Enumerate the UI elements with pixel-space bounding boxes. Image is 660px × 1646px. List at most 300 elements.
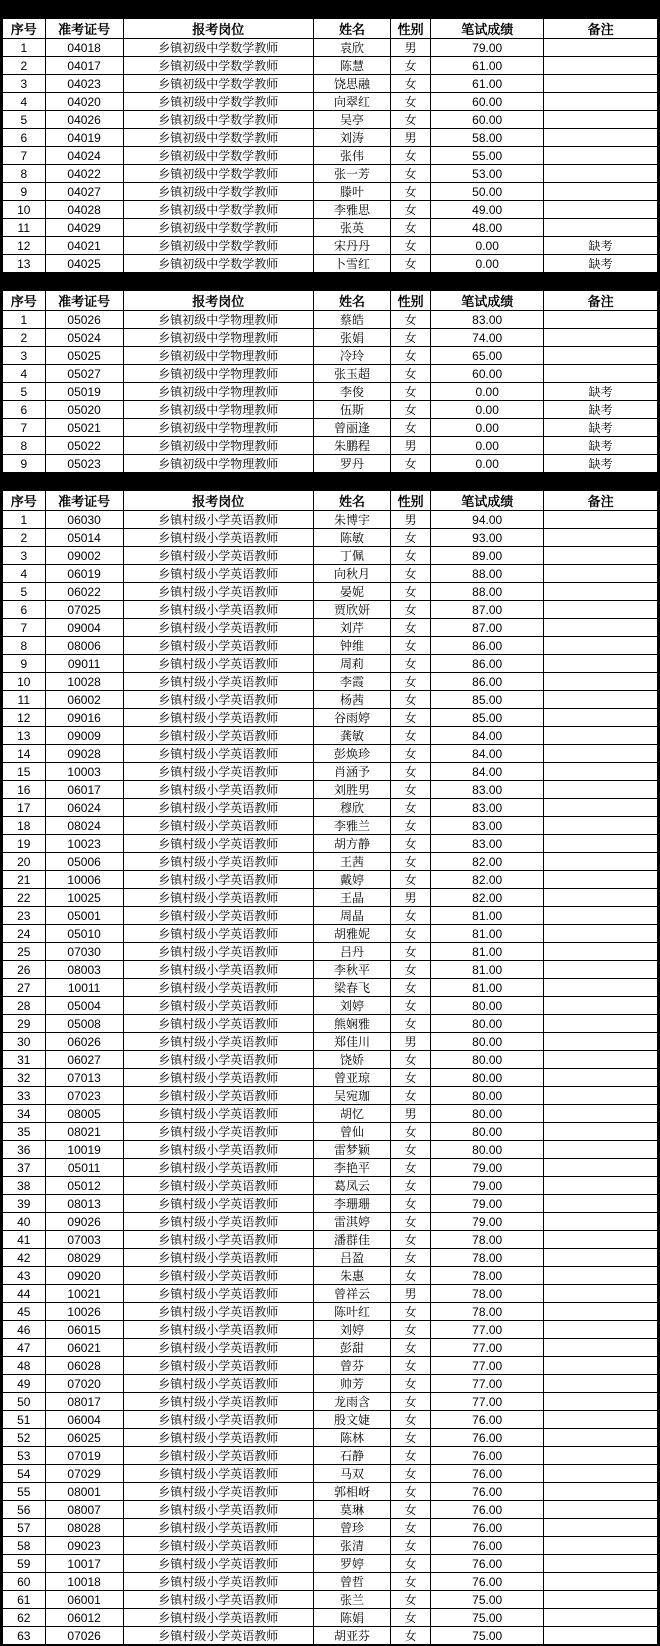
cell-position: 乡镇村级小学英语教师: [123, 655, 313, 673]
cell-score: 80.00: [431, 1033, 544, 1051]
cell-index: 3: [2, 75, 45, 93]
cell-name: 胡亚芬: [313, 1627, 390, 1646]
cell-score: 61.00: [431, 57, 544, 75]
cell-gender: 女: [391, 1123, 431, 1141]
cell-remark: [544, 1447, 658, 1465]
cell-name: 陈敏: [313, 529, 390, 547]
cell-remark: [544, 781, 658, 799]
cell-position: 乡镇村级小学英语教师: [123, 1195, 313, 1213]
cell-remark: [544, 709, 658, 727]
cell-name: 周莉: [313, 655, 390, 673]
cell-admission-no: 08001: [45, 1483, 123, 1501]
cell-score: 93.00: [431, 529, 544, 547]
cell-name: 朱惠: [313, 1267, 390, 1285]
cell-remark: [544, 329, 658, 347]
cell-gender: 女: [391, 365, 431, 383]
cell-name: 胡雅妮: [313, 925, 390, 943]
cell-gender: 男: [391, 889, 431, 907]
cell-score: 76.00: [431, 1555, 544, 1573]
cell-index: 34: [2, 1105, 45, 1123]
cell-name: 袁欣: [313, 39, 390, 57]
cell-gender: 女: [391, 1573, 431, 1591]
cell-gender: 女: [391, 961, 431, 979]
cell-admission-no: 08003: [45, 961, 123, 979]
cell-remark: [544, 1159, 658, 1177]
cell-score: 0.00: [431, 237, 544, 255]
table-row: [2, 943, 658, 961]
cell-name: 郭相岈: [313, 1483, 390, 1501]
cell-remark: [544, 93, 658, 111]
cell-name: 李秋平: [313, 961, 390, 979]
cell-position: 乡镇村级小学英语教师: [123, 1015, 313, 1033]
cell-index: 36: [2, 1141, 45, 1159]
section-divider-bar: [0, 274, 660, 289]
cell-gender: 女: [391, 871, 431, 889]
table-row: [2, 1555, 658, 1573]
cell-index: 20: [2, 853, 45, 871]
cell-admission-no: 06001: [45, 1591, 123, 1609]
cell-score: 0.00: [431, 383, 544, 401]
cell-index: 9: [2, 183, 45, 201]
section-divider-bar: [0, 474, 660, 489]
table-row: [2, 201, 658, 219]
cell-name: 周晶: [313, 907, 390, 925]
cell-position: 乡镇村级小学英语教师: [123, 1285, 313, 1303]
cell-name: 殷文婕: [313, 1411, 390, 1429]
cell-remark: [544, 111, 658, 129]
cell-index: 33: [2, 1087, 45, 1105]
cell-gender: 女: [391, 401, 431, 419]
table-row: [2, 1537, 658, 1555]
cell-gender: 女: [391, 1627, 431, 1646]
cell-remark: [544, 1627, 658, 1646]
cell-gender: 女: [391, 1213, 431, 1231]
cell-gender: 女: [391, 1339, 431, 1357]
cell-index: 58: [2, 1537, 45, 1555]
cell-index: 1: [2, 39, 45, 57]
table-row: [2, 709, 658, 727]
header-remark: 备注: [544, 290, 658, 311]
cell-name: 潘群佳: [313, 1231, 390, 1249]
cell-name: 贾欣妍: [313, 601, 390, 619]
cell-position: 乡镇村级小学英语教师: [123, 871, 313, 889]
cell-admission-no: 08021: [45, 1123, 123, 1141]
cell-remark: [544, 1483, 658, 1501]
cell-index: 8: [2, 637, 45, 655]
cell-position: 乡镇村级小学英语教师: [123, 763, 313, 781]
cell-gender: 女: [391, 1195, 431, 1213]
cell-gender: 男: [391, 129, 431, 147]
cell-name: 张清: [313, 1537, 390, 1555]
cell-admission-no: 08029: [45, 1249, 123, 1267]
table-row: [2, 1105, 658, 1123]
cell-gender: 女: [391, 347, 431, 365]
cell-remark: [544, 347, 658, 365]
cell-admission-no: 05008: [45, 1015, 123, 1033]
cell-admission-no: 10006: [45, 871, 123, 889]
cell-position: 乡镇初级中学物理教师: [123, 401, 313, 419]
table-row: [2, 871, 658, 889]
cell-name: 莫琳: [313, 1501, 390, 1519]
cell-admission-no: 10003: [45, 763, 123, 781]
cell-position: 乡镇村级小学英语教师: [123, 1069, 313, 1087]
cell-score: 0.00: [431, 455, 544, 474]
cell-remark: [544, 1321, 658, 1339]
cell-name: 彭焕珍: [313, 745, 390, 763]
cell-admission-no: 10028: [45, 673, 123, 691]
table-row: [2, 1249, 658, 1267]
cell-remark: [544, 1303, 658, 1321]
cell-remark: [544, 1087, 658, 1105]
cell-admission-no: 04029: [45, 219, 123, 237]
cell-gender: 女: [391, 311, 431, 329]
cell-remark: [544, 673, 658, 691]
cell-name: 卜雪红: [313, 255, 390, 274]
cell-admission-no: 05026: [45, 311, 123, 329]
table-row: [2, 691, 658, 709]
table-row: [2, 745, 658, 763]
cell-gender: 女: [391, 1321, 431, 1339]
cell-remark: [544, 183, 658, 201]
cell-name: 李艳平: [313, 1159, 390, 1177]
cell-name: 葛凤云: [313, 1177, 390, 1195]
cell-position: 乡镇村级小学英语教师: [123, 1339, 313, 1357]
cell-admission-no: 04023: [45, 75, 123, 93]
table-row: [2, 1411, 658, 1429]
cell-position: 乡镇村级小学英语教师: [123, 1555, 313, 1573]
cell-gender: 女: [391, 691, 431, 709]
cell-index: 4: [2, 93, 45, 111]
cell-score: 88.00: [431, 565, 544, 583]
cell-name: 朱博宇: [313, 511, 390, 529]
cell-index: 12: [2, 237, 45, 255]
cell-position: 乡镇村级小学英语教师: [123, 1483, 313, 1501]
cell-remark: [544, 979, 658, 997]
cell-name: 陈娟: [313, 1609, 390, 1627]
cell-remark: [544, 745, 658, 763]
cell-gender: 女: [391, 1429, 431, 1447]
cell-index: 23: [2, 907, 45, 925]
cell-admission-no: 09026: [45, 1213, 123, 1231]
header-gender: 性别: [391, 290, 431, 311]
cell-admission-no: 09002: [45, 547, 123, 565]
cell-gender: 女: [391, 601, 431, 619]
cell-score: 0.00: [431, 437, 544, 455]
cell-gender: 女: [391, 1555, 431, 1573]
cell-position: 乡镇村级小学英语教师: [123, 583, 313, 601]
cell-name: 熊娴雅: [313, 1015, 390, 1033]
cell-admission-no: 04021: [45, 237, 123, 255]
cell-index: 9: [2, 455, 45, 474]
cell-index: 56: [2, 1501, 45, 1519]
cell-position: 乡镇村级小学英语教师: [123, 1159, 313, 1177]
cell-score: 80.00: [431, 1105, 544, 1123]
cell-name: 吕丹: [313, 943, 390, 961]
table-row: [2, 907, 658, 925]
cell-score: 76.00: [431, 1465, 544, 1483]
cell-score: 77.00: [431, 1393, 544, 1411]
cell-score: 76.00: [431, 1411, 544, 1429]
cell-remark: [544, 1285, 658, 1303]
cell-position: 乡镇村级小学英语教师: [123, 727, 313, 745]
cell-position: 乡镇村级小学英语教师: [123, 547, 313, 565]
table-row: [2, 781, 658, 799]
cell-position: 乡镇村级小学英语教师: [123, 511, 313, 529]
table-row: [2, 1123, 658, 1141]
cell-remark: [544, 1537, 658, 1555]
table-row: [2, 183, 658, 201]
cell-score: 50.00: [431, 183, 544, 201]
cell-gender: 女: [391, 547, 431, 565]
cell-remark: 缺考: [544, 437, 658, 455]
cell-name: 李霞: [313, 673, 390, 691]
cell-remark: [544, 1177, 658, 1195]
cell-index: 37: [2, 1159, 45, 1177]
table-row: [2, 1267, 658, 1285]
cell-score: 88.00: [431, 583, 544, 601]
cell-remark: [544, 619, 658, 637]
cell-remark: [544, 763, 658, 781]
cell-gender: 女: [391, 219, 431, 237]
cell-position: 乡镇村级小学英语教师: [123, 1267, 313, 1285]
cell-remark: [544, 835, 658, 853]
cell-gender: 男: [391, 39, 431, 57]
table-row: [2, 979, 658, 997]
table-row: [2, 165, 658, 183]
cell-position: 乡镇村级小学英语教师: [123, 565, 313, 583]
cell-name: 曾祥云: [313, 1285, 390, 1303]
cell-gender: 女: [391, 237, 431, 255]
cell-name: 彭甜: [313, 1339, 390, 1357]
cell-admission-no: 04022: [45, 165, 123, 183]
cell-index: 7: [2, 419, 45, 437]
cell-name: 张一芳: [313, 165, 390, 183]
cell-name: 马双: [313, 1465, 390, 1483]
cell-score: 82.00: [431, 853, 544, 871]
cell-position: 乡镇村级小学英语教师: [123, 1591, 313, 1609]
cell-index: 26: [2, 961, 45, 979]
table-row: [2, 39, 658, 57]
cell-index: 5: [2, 111, 45, 129]
cell-admission-no: 06024: [45, 799, 123, 817]
cell-position: 乡镇村级小学英语教师: [123, 1123, 313, 1141]
cell-remark: [544, 129, 658, 147]
cell-remark: [544, 925, 658, 943]
cell-gender: 女: [391, 907, 431, 925]
cell-remark: [544, 1393, 658, 1411]
cell-admission-no: 09011: [45, 655, 123, 673]
cell-remark: [544, 547, 658, 565]
header-row: [2, 18, 658, 39]
table-row: [2, 1591, 658, 1609]
table-row: [2, 547, 658, 565]
cell-admission-no: 05021: [45, 419, 123, 437]
cell-name: 石静: [313, 1447, 390, 1465]
cell-remark: [544, 147, 658, 165]
cell-admission-no: 09020: [45, 1267, 123, 1285]
cell-admission-no: 09028: [45, 745, 123, 763]
cell-index: 50: [2, 1393, 45, 1411]
cell-name: 帅芳: [313, 1375, 390, 1393]
cell-admission-no: 08007: [45, 1501, 123, 1519]
table-row: [2, 455, 658, 474]
cell-index: 53: [2, 1447, 45, 1465]
cell-score: 83.00: [431, 817, 544, 835]
cell-index: 24: [2, 925, 45, 943]
table-row: [2, 1573, 658, 1591]
cell-position: 乡镇村级小学英语教师: [123, 1609, 313, 1627]
cell-remark: [544, 529, 658, 547]
cell-gender: 女: [391, 583, 431, 601]
header-admission-no: 准考证号: [45, 490, 123, 511]
cell-index: 32: [2, 1069, 45, 1087]
cell-admission-no: 05022: [45, 437, 123, 455]
cell-name: 王茜: [313, 853, 390, 871]
cell-name: 钟维: [313, 637, 390, 655]
cell-admission-no: 07023: [45, 1087, 123, 1105]
table-row: [2, 889, 658, 907]
cell-admission-no: 06026: [45, 1033, 123, 1051]
cell-index: 3: [2, 347, 45, 365]
cell-admission-no: 06028: [45, 1357, 123, 1375]
cell-remark: [544, 75, 658, 93]
table-row: [2, 1627, 658, 1646]
cell-index: 25: [2, 943, 45, 961]
cell-gender: 女: [391, 817, 431, 835]
cell-position: 乡镇初级中学数学教师: [123, 111, 313, 129]
table-row: [2, 1033, 658, 1051]
cell-admission-no: 05001: [45, 907, 123, 925]
cell-name: 曾亚琼: [313, 1069, 390, 1087]
cell-remark: [544, 165, 658, 183]
cell-remark: [544, 799, 658, 817]
cell-index: 61: [2, 1591, 45, 1609]
cell-position: 乡镇村级小学英语教师: [123, 1357, 313, 1375]
cell-admission-no: 07020: [45, 1375, 123, 1393]
cell-remark: [544, 511, 658, 529]
table-row: [2, 129, 658, 147]
cell-score: 80.00: [431, 1051, 544, 1069]
header-score: 笔试成绩: [431, 490, 544, 511]
cell-gender: 女: [391, 201, 431, 219]
table-row: [2, 1303, 658, 1321]
cell-remark: [544, 311, 658, 329]
cell-gender: 女: [391, 619, 431, 637]
cell-admission-no: 07003: [45, 1231, 123, 1249]
cell-score: 80.00: [431, 1069, 544, 1087]
cell-index: 51: [2, 1411, 45, 1429]
cell-index: 9: [2, 655, 45, 673]
cell-gender: 女: [391, 637, 431, 655]
cell-remark: [544, 691, 658, 709]
table-row: [2, 727, 658, 745]
cell-index: 42: [2, 1249, 45, 1267]
cell-remark: [544, 39, 658, 57]
cell-score: 75.00: [431, 1609, 544, 1627]
cell-admission-no: 05020: [45, 401, 123, 419]
cell-index: 16: [2, 781, 45, 799]
cell-gender: 女: [391, 1249, 431, 1267]
cell-position: 乡镇初级中学数学教师: [123, 201, 313, 219]
cell-score: 79.00: [431, 1177, 544, 1195]
header-row: [2, 490, 658, 511]
cell-position: 乡镇村级小学英语教师: [123, 1519, 313, 1537]
header-remark: 备注: [544, 18, 658, 39]
cell-index: 43: [2, 1267, 45, 1285]
cell-admission-no: 06004: [45, 1411, 123, 1429]
table-row: [2, 601, 658, 619]
cell-position: 乡镇初级中学数学教师: [123, 39, 313, 57]
cell-gender: 女: [391, 1519, 431, 1537]
cell-position: 乡镇村级小学英语教师: [123, 619, 313, 637]
cell-remark: [544, 1429, 658, 1447]
cell-gender: 女: [391, 1375, 431, 1393]
cell-gender: 女: [391, 1069, 431, 1087]
cell-name: 蔡皓: [313, 311, 390, 329]
cell-remark: [544, 1195, 658, 1213]
cell-remark: [544, 817, 658, 835]
cell-name: 滕叶: [313, 183, 390, 201]
cell-position: 乡镇初级中学物理教师: [123, 329, 313, 347]
cell-gender: 女: [391, 1393, 431, 1411]
cell-name: 刘芹: [313, 619, 390, 637]
cell-gender: 女: [391, 111, 431, 129]
cell-index: 63: [2, 1627, 45, 1646]
cell-remark: 缺考: [544, 237, 658, 255]
cell-remark: [544, 1267, 658, 1285]
cell-index: 60: [2, 1573, 45, 1591]
cell-position: 乡镇村级小学英语教师: [123, 1249, 313, 1267]
cell-score: 81.00: [431, 925, 544, 943]
cell-position: 乡镇村级小学英语教师: [123, 1303, 313, 1321]
cell-position: 乡镇村级小学英语教师: [123, 907, 313, 925]
table-row: [2, 1177, 658, 1195]
cell-score: 60.00: [431, 365, 544, 383]
cell-index: 6: [2, 401, 45, 419]
cell-remark: [544, 57, 658, 75]
cell-name: 刘胜男: [313, 781, 390, 799]
cell-name: 王晶: [313, 889, 390, 907]
cell-index: 48: [2, 1357, 45, 1375]
cell-position: 乡镇村级小学英语教师: [123, 781, 313, 799]
table-row: [2, 817, 658, 835]
cell-position: 乡镇村级小学英语教师: [123, 1375, 313, 1393]
cell-gender: 女: [391, 1267, 431, 1285]
cell-admission-no: 06012: [45, 1609, 123, 1627]
table-row: [2, 853, 658, 871]
cell-index: 13: [2, 255, 45, 274]
table-row: [2, 329, 658, 347]
cell-gender: 女: [391, 673, 431, 691]
cell-score: 86.00: [431, 673, 544, 691]
cell-remark: [544, 997, 658, 1015]
cell-position: 乡镇村级小学英语教师: [123, 601, 313, 619]
cell-score: 82.00: [431, 889, 544, 907]
cell-position: 乡镇村级小学英语教师: [123, 1141, 313, 1159]
cell-admission-no: 05010: [45, 925, 123, 943]
cell-admission-no: 07019: [45, 1447, 123, 1465]
table-row: [2, 1339, 658, 1357]
table-row: [2, 529, 658, 547]
cell-gender: 女: [391, 1303, 431, 1321]
cell-admission-no: 10011: [45, 979, 123, 997]
cell-remark: 缺考: [544, 255, 658, 274]
cell-score: 84.00: [431, 763, 544, 781]
cell-name: 李雅兰: [313, 817, 390, 835]
cell-position: 乡镇初级中学数学教师: [123, 147, 313, 165]
cell-index: 4: [2, 365, 45, 383]
cell-position: 乡镇村级小学英语教师: [123, 529, 313, 547]
